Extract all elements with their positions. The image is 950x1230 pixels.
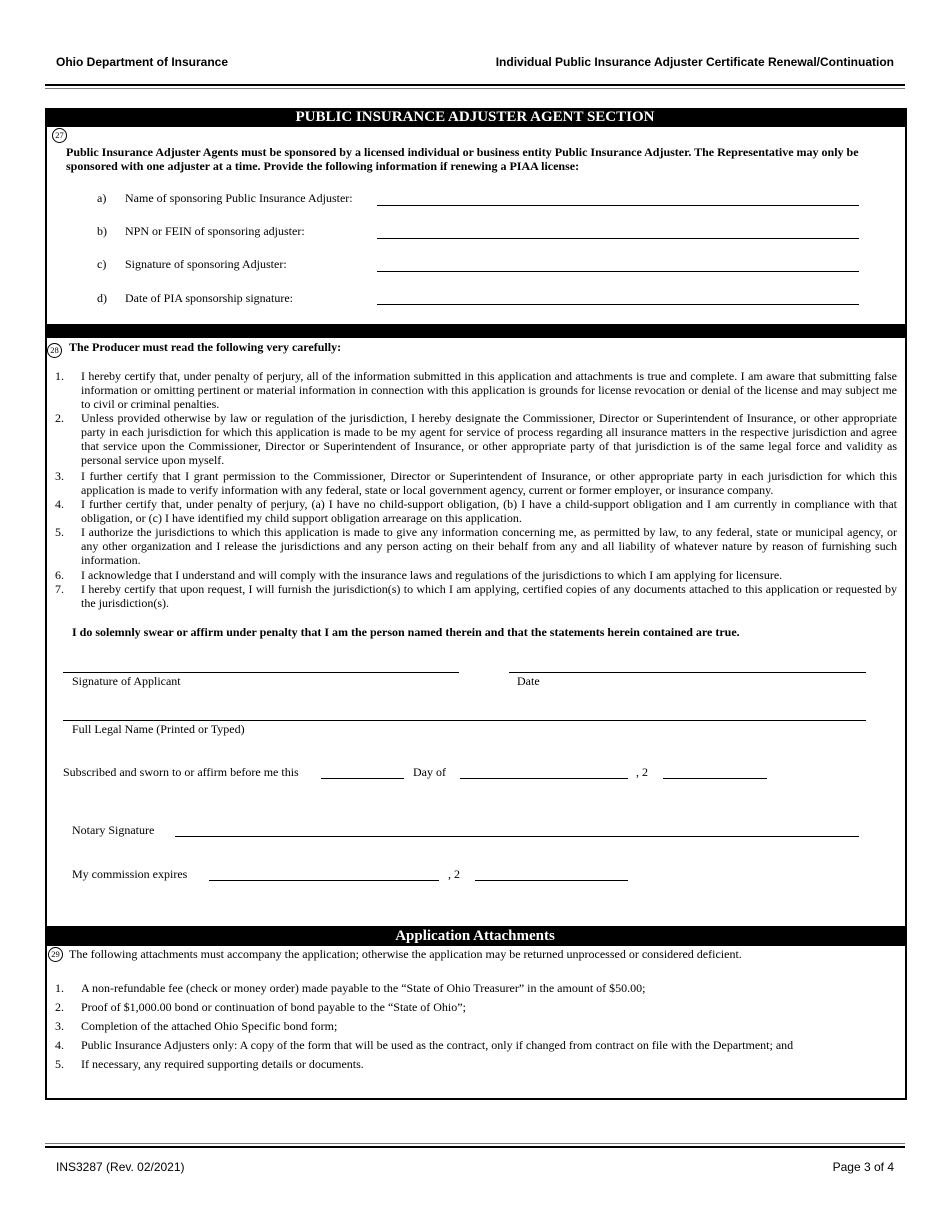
field-label: Signature of sponsoring Adjuster: <box>125 257 287 271</box>
commission-date-line[interactable] <box>209 880 439 881</box>
sponsor-name-line[interactable] <box>377 205 859 206</box>
full-legal-name-line[interactable] <box>63 720 866 721</box>
certification-item-1: I hereby certify that, under penalty of perjury, all of the information submitted in this application and attachments is true and complete. I am aware that submitting false information or omitting pertinent or material information in connection with this application is grounds for license revocation or denial of the license and may subject me to civil or criminal penalties. <box>81 369 897 411</box>
field-letter: b) <box>97 224 107 238</box>
applicant-signature-line[interactable] <box>63 672 459 673</box>
attachments-intro: The following attachments must accompany the application; otherwise the application may be returned unprocessed or considered deficient. <box>69 947 742 961</box>
list-item-number: 4. <box>55 497 64 511</box>
attachment-item-2: Proof of $1,000.00 bond or continuation of bond payable to the “State of Ohio”; <box>81 1000 466 1014</box>
sworn-month-line[interactable] <box>460 778 628 779</box>
day-of-label: Day of <box>413 765 446 779</box>
list-item-number: 5. <box>55 525 64 539</box>
certification-item-2: Unless provided otherwise by law or regulation of the jurisdiction, I hereby designate the Commissioner, Director or Superintendent of Insurance, or other appropriate party in each jurisdiction for which this application is made to be my agent for service of process regarding all insurance matters in the respective jurisdiction and agree that service upon the Commissioner, Director or Superintendent of Insurance, or other appropriate party of that jurisdiction is of the same legal force and validity as personal service upon myself. <box>81 411 897 467</box>
header-agency: Ohio Department of Insurance <box>56 55 229 69</box>
subscribed-label: Subscribed and sworn to or affirm before me this <box>63 765 299 779</box>
field-label: NPN or FEIN of sponsoring adjuster: <box>125 224 305 238</box>
field-letter: a) <box>97 191 107 205</box>
sponsor-signature-line[interactable] <box>377 271 859 272</box>
signature-date-line[interactable] <box>509 672 866 673</box>
section-number-29: 29 <box>48 947 63 962</box>
certification-item-3: I further certify that I grant permission to the Commissioner, Director or Superintendent of Insurance, or other appropriate party in each jurisdiction for which this application is made to verify information with any federal, state or local government agency, current or former employer, or insurance company. <box>81 469 897 497</box>
field-label: Date of PIA sponsorship signature: <box>125 291 293 305</box>
header-rule <box>45 84 905 86</box>
sworn-year-line[interactable] <box>663 778 767 779</box>
certification-item-6: I acknowledge that I understand and will comply with the insurance laws and regulations of the jurisdictions to which I am applying for licensure. <box>81 568 783 582</box>
certification-item-5: I authorize the jurisdictions to which this application is made to give any information concerning me, as permitted by law, to any federal, state or municipal agency, or any other organization and I release the jurisdictions and any person acting on their behalf from any and all liability of whatever nature by reason of furnishing such information. <box>81 525 897 567</box>
sponsor-date-line[interactable] <box>377 304 859 305</box>
list-item-number: 7. <box>55 582 64 596</box>
list-item-number: 1. <box>55 981 64 995</box>
producer-heading: The Producer must read the following very carefully: <box>69 340 342 354</box>
agent-section-title: PUBLIC INSURANCE ADJUSTER AGENT SECTION <box>45 108 905 127</box>
notary-signature-line[interactable] <box>175 836 859 837</box>
attachment-item-3: Completion of the attached Ohio Specific bond form; <box>81 1019 338 1033</box>
list-item-number: 1. <box>55 369 64 383</box>
year-prefix: , 2 <box>636 765 648 779</box>
list-item-number: 2. <box>55 1000 64 1014</box>
footer-rule <box>45 1146 905 1148</box>
list-item-number: 6. <box>55 568 64 582</box>
full-name-label: Full Legal Name (Printed or Typed) <box>72 722 245 736</box>
sworn-day-line[interactable] <box>321 778 404 779</box>
page-number: Page 3 of 4 <box>832 1160 894 1174</box>
sponsor-npn-line[interactable] <box>377 238 859 239</box>
date-label: Date <box>517 674 540 688</box>
notary-signature-label: Notary Signature <box>72 823 155 837</box>
certification-item-4: I further certify that, under penalty of perjury, (a) I have no child-support obligation, (b) I have a child-support obligation and I am currently in compliance with that obligation, or (c) I have identified my child support obligation arrearage on this application. <box>81 497 897 525</box>
footer-rule-thin <box>45 1143 905 1144</box>
attachment-item-4: Public Insurance Adjusters only: A copy of the form that will be used as the contract, only if changed from contract on file with the Department; and <box>81 1038 794 1052</box>
form-id: INS3287 (Rev. 02/2021) <box>56 1160 185 1174</box>
header-rule-thin <box>45 88 905 89</box>
field-letter: d) <box>97 291 107 305</box>
section-divider-bar <box>45 324 905 338</box>
signature-label: Signature of Applicant <box>72 674 181 688</box>
attachment-item-5: If necessary, any required supporting details or documents. <box>81 1057 364 1071</box>
field-letter: c) <box>97 257 107 271</box>
header-form-title: Individual Public Insurance Adjuster Certificate Renewal/Continuation <box>495 55 894 69</box>
section-number-28: 28 <box>47 343 62 358</box>
agent-intro: Public Insurance Adjuster Agents must be sponsored by a licensed individual or business entity Public Insurance Adjuster. The Representative may only be sponsored with one adjuster at a time. Provide the following information if renewing a PIAA license: <box>66 145 859 173</box>
list-item-number: 4. <box>55 1038 64 1052</box>
attachment-item-1: A non-refundable fee (check or money order) made payable to the “State of Ohio Treasurer” in the amount of $50.00; <box>81 981 646 995</box>
list-item-number: 3. <box>55 1019 64 1033</box>
list-item-number: 3. <box>55 469 64 483</box>
section-number-27: 27 <box>52 128 67 143</box>
certification-item-7: I hereby certify that upon request, I will furnish the jurisdiction(s) to which I am applying, certified copies of any documents attached to this application or requested by the jurisdiction(s). <box>81 582 897 610</box>
commission-year-line[interactable] <box>475 880 628 881</box>
commission-expires-label: My commission expires <box>72 867 188 881</box>
attachments-section-title: Application Attachments <box>45 926 905 946</box>
list-item-number: 5. <box>55 1057 64 1071</box>
field-label: Name of sponsoring Public Insurance Adjuster: <box>125 191 353 205</box>
oath-statement: I do solemnly swear or affirm under penalty that I am the person named therein and that the statements herein contained are true. <box>72 625 740 639</box>
commission-year-prefix: , 2 <box>448 867 460 881</box>
list-item-number: 2. <box>55 411 64 425</box>
